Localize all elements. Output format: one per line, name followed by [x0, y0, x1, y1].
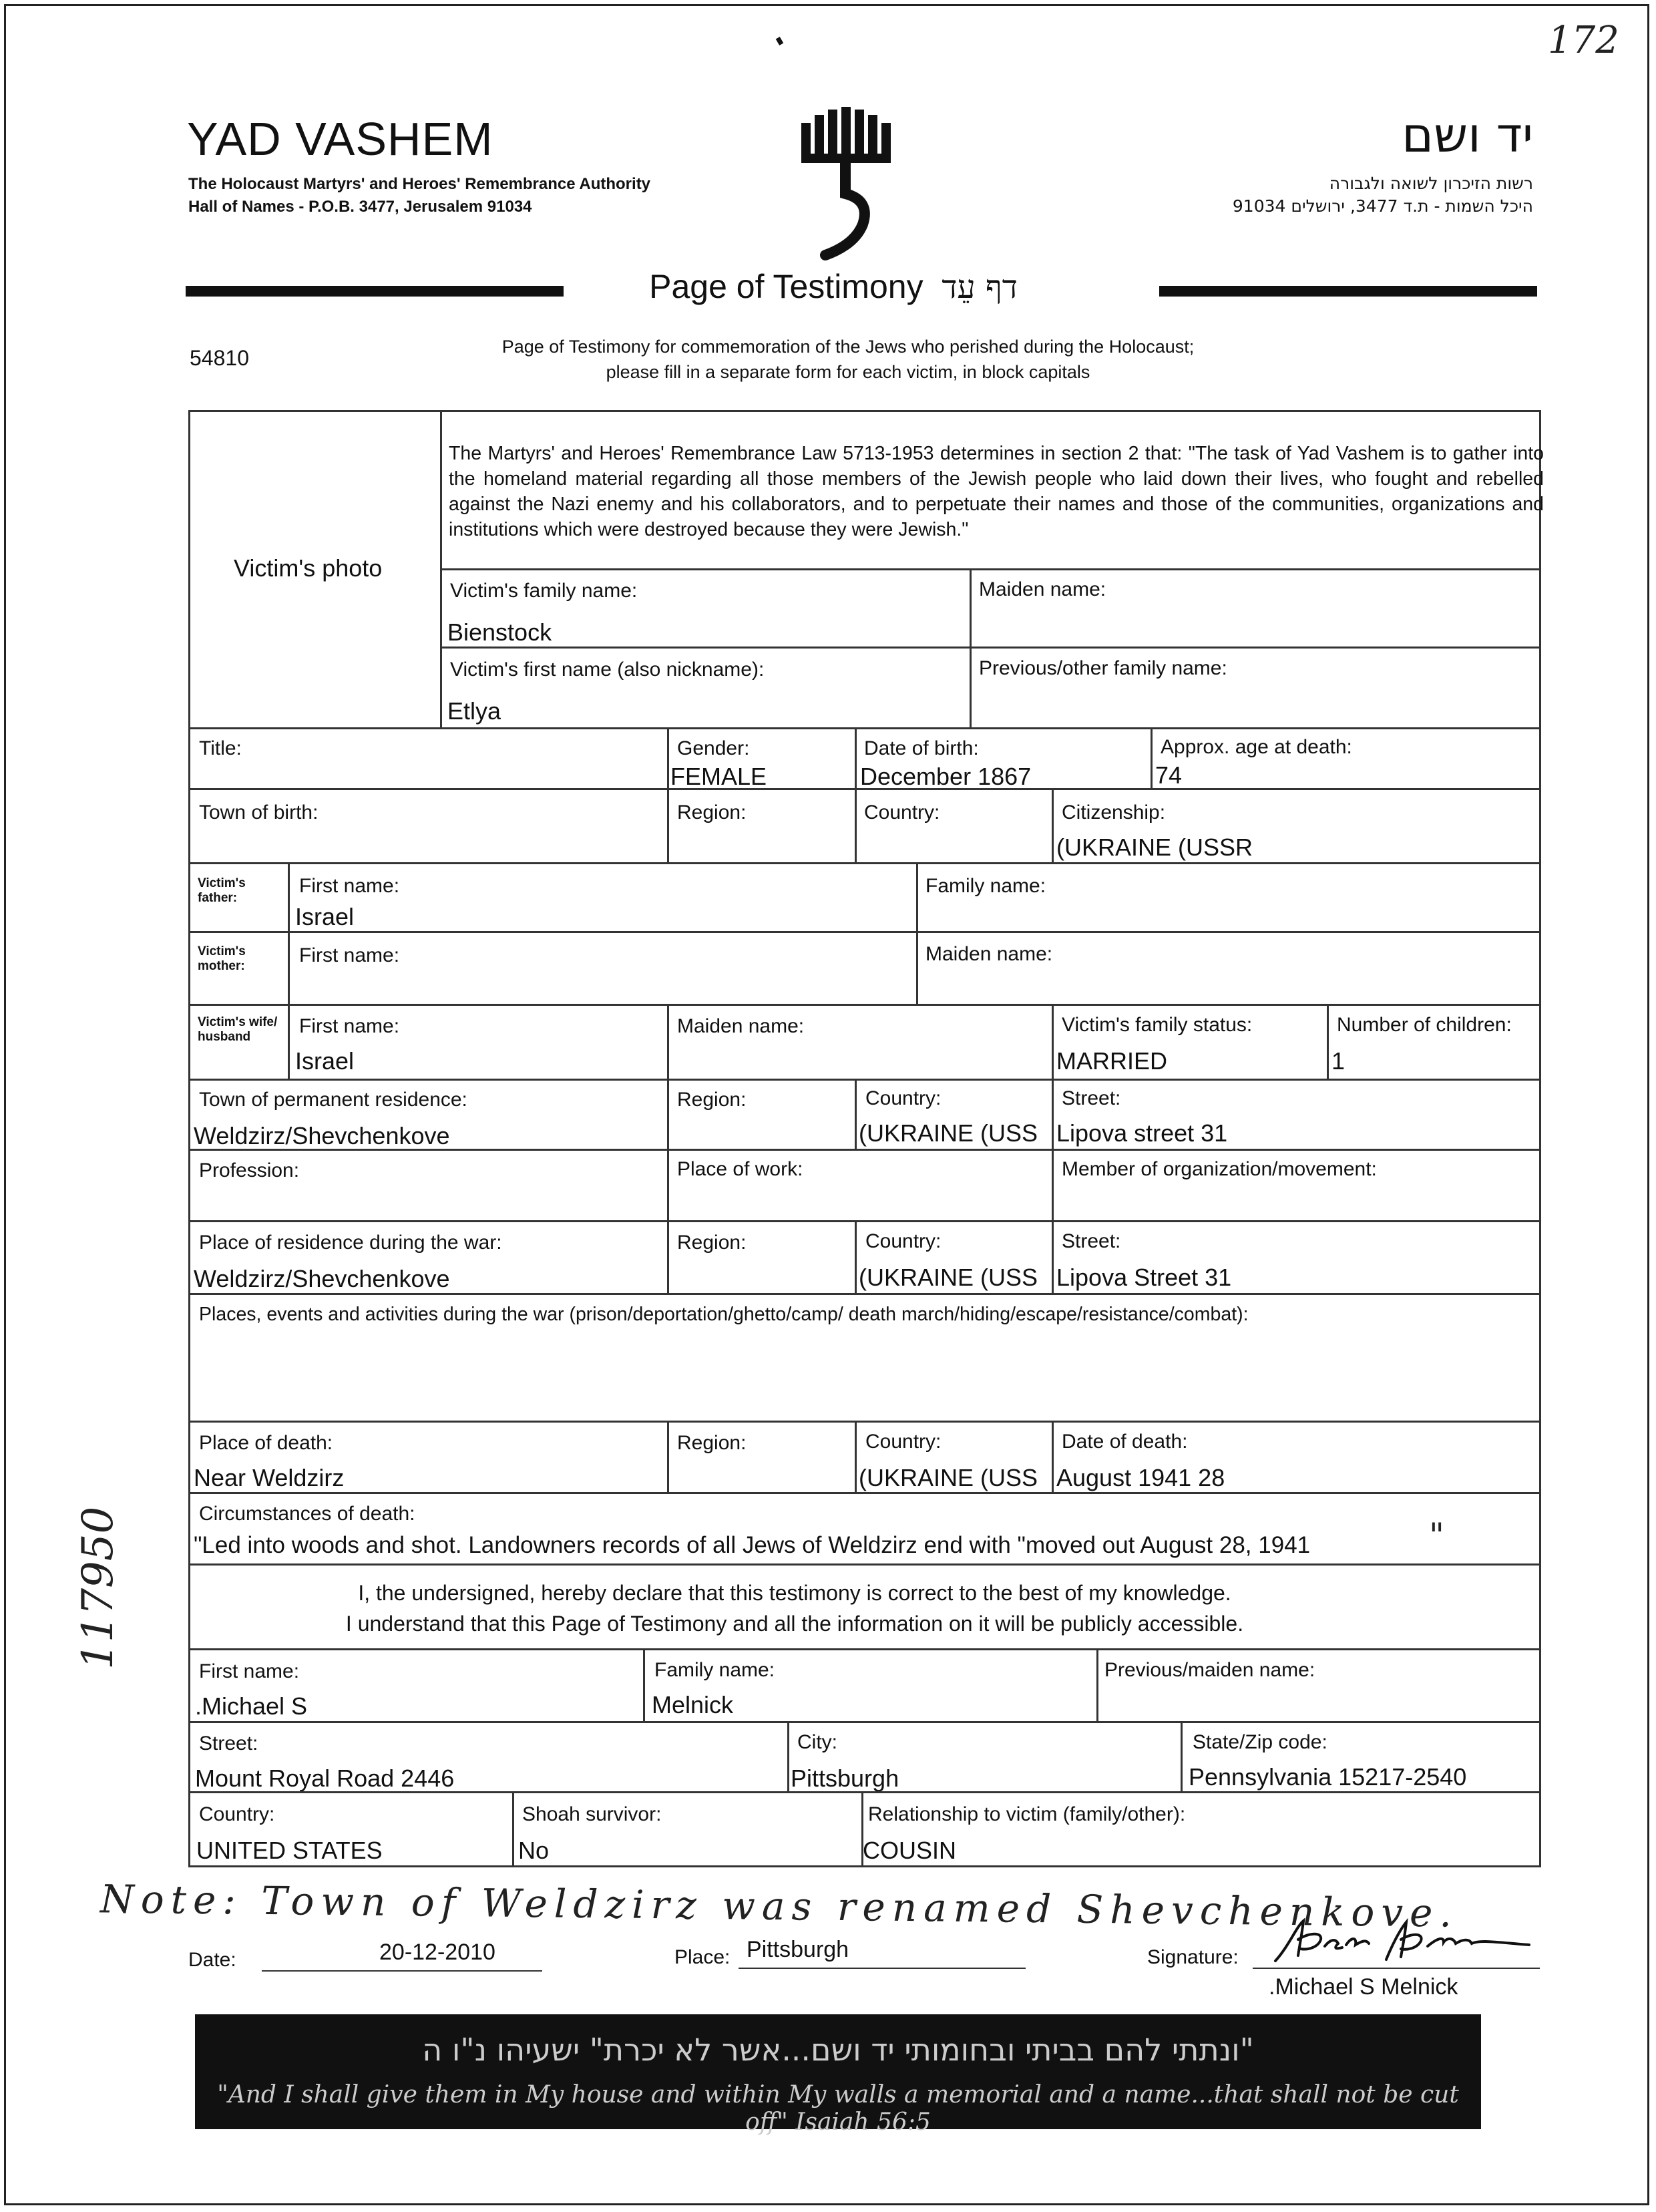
org-subtitle-hebrew: רשות הזיכרון לשואה ולגבורה — [1329, 174, 1533, 193]
residence-country-value: (UKRAINE (USS — [859, 1119, 1038, 1147]
birth-country-label: Country: — [864, 801, 940, 823]
intro-text — [387, 334, 1309, 385]
quote-english: "And I shall give them in My house and within My walls a memorial and a name...that shall not be cut off" Isaiah 56:5 — [217, 2081, 1459, 2136]
org-subtitle: The Holocaust Martyrs' and Heroes' Remembrance Authority — [188, 175, 651, 193]
header-rule-right — [1159, 286, 1537, 297]
date-label: Date: — [188, 1949, 236, 1971]
mother-maiden-label: Maiden name: — [925, 943, 1053, 965]
quote-hebrew: "ונתתי להם בביתי ובחומותי יד ושם...אשר לא יכרת" ישעיהו נ"ו ה — [422, 2032, 1254, 2068]
maiden-name-label: Maiden name: — [979, 578, 1106, 600]
title-field[interactable] — [188, 727, 669, 790]
children-value: 1 — [1331, 1047, 1346, 1075]
place-line — [739, 1968, 1026, 1969]
family-name-value: Bienstock — [447, 618, 552, 646]
survivor-label: Shoah survivor: — [522, 1803, 662, 1825]
children-label: Number of children: — [1337, 1014, 1512, 1036]
residence-street-label: Street: — [1062, 1087, 1121, 1109]
gender-value: FEMALE — [670, 763, 767, 790]
submitter-city-label: City: — [797, 1731, 837, 1753]
residence-region-label: Region: — [677, 1089, 747, 1111]
war-events-label: Places, events and activities during the war (prison/deportation/ghetto/camp/ death march/hiding/escape/resistance/combat): — [199, 1304, 1249, 1325]
place-label: Place: — [674, 1946, 731, 1968]
birth-region-field[interactable] — [667, 788, 857, 864]
page-title-en: Page of Testimony — [649, 268, 923, 305]
page-title-he: דף עֵד — [942, 268, 1018, 306]
submitter-street-label: Street: — [199, 1732, 258, 1755]
relationship-label: Relationship to victim (family/other): — [868, 1803, 1186, 1825]
place-value: Pittsburgh — [747, 1937, 849, 1962]
submitter-street-value: Mount Royal Road 2446 — [195, 1765, 455, 1792]
mother-first-label: First name: — [299, 944, 400, 966]
residence-town-value: Weldzirz/Shevchenkove — [194, 1122, 450, 1149]
father-first-value: Israel — [295, 903, 355, 930]
organization-label: Member of organization/movement: — [1062, 1158, 1377, 1180]
war-street-label: Street: — [1062, 1230, 1121, 1252]
family-status-value: MARRIED — [1056, 1047, 1168, 1075]
circumstances-close-quote: " — [1429, 1516, 1444, 1555]
death-region-label: Region: — [677, 1432, 747, 1454]
handwritten-note: Note: Town of Weldzirz was renamed Shevchenkove. — [99, 1876, 1459, 1936]
submitter-state-value: Pennsylvania 15217-2540 — [1189, 1763, 1467, 1791]
signature-label: Signature: — [1147, 1946, 1239, 1968]
first-name-label: Victim's first name (also nickname): — [450, 659, 765, 681]
citizenship-value: (UKRAINE (USSR — [1056, 834, 1253, 861]
age-label: Approx. age at death: — [1161, 736, 1352, 758]
first-name-value: Etlya — [447, 697, 501, 725]
declaration-line-2: I understand that this Page of Testimony and all the information on it will be publicly accessible. — [345, 1612, 1244, 1636]
dob-value: December 1867 — [860, 763, 1032, 790]
signer-name: .Michael S Melnick — [1269, 1974, 1458, 2000]
mother-side-label: Victim's mother: — [198, 944, 246, 973]
intro-line-2: please fill in a separate form for each victim, in block capitals — [606, 362, 1090, 382]
family-name-label: Victim's family name: — [450, 580, 638, 602]
quote-banner — [195, 2014, 1481, 2136]
submitter-city-value: Pittsburgh — [791, 1765, 899, 1792]
title-label: Title: — [199, 737, 242, 759]
father-side-label: Victim's father: — [198, 876, 246, 905]
age-value: 74 — [1155, 761, 1183, 789]
spouse-first-value: Israel — [295, 1047, 355, 1075]
spouse-first-label: First name: — [299, 1015, 400, 1037]
war-country-value: (UKRAINE (USS — [859, 1264, 1038, 1291]
survivor-value: No — [518, 1837, 550, 1864]
birth-country-field[interactable] — [855, 788, 1054, 864]
previous-name-label: Previous/other family name: — [979, 657, 1227, 679]
residence-street-value: Lipova street 31 — [1056, 1119, 1228, 1147]
date-value: 20-12-2010 — [379, 1940, 495, 1965]
father-family-field[interactable] — [916, 862, 1541, 933]
submitter-country-value: UNITED STATES — [196, 1837, 383, 1864]
father-first-label: First name: — [299, 875, 400, 897]
handwritten-signature — [1269, 1913, 1536, 1973]
family-status-label: Victim's family status: — [1062, 1014, 1253, 1036]
handwritten-side-number: 117950 — [73, 1506, 123, 1670]
declaration-text — [200, 1578, 1389, 1639]
gender-label: Gender: — [677, 737, 750, 759]
circumstances-label: Circumstances of death: — [199, 1503, 415, 1525]
corner-number: 172 — [1548, 19, 1619, 62]
residence-country-label: Country: — [865, 1087, 942, 1109]
profession-label: Profession: — [199, 1159, 300, 1181]
citizenship-label: Citizenship: — [1062, 801, 1166, 823]
residence-town-label: Town of permanent residence: — [199, 1089, 467, 1111]
submitter-family-value: Melnick — [652, 1691, 734, 1718]
law-text: The Martyrs' and Heroes' Remembrance Law 5713-1953 determines in section 2 that: "The task of Yad Vashem is to gather into the homeland material regarding all those members of the Jewish people who laid down their lives, who fought and rebelled against the Nazi enemy and his collaborators, and to perpetuate their names and those of the communities, organizations and institutions which were destroyed because they were Jewish." — [449, 443, 1544, 540]
photo-label: Victim's photo — [234, 554, 383, 582]
org-name: YAD VASHEM — [187, 113, 493, 165]
workplace-label: Place of work: — [677, 1158, 803, 1180]
mother-maiden-field[interactable] — [916, 931, 1541, 1006]
org-address-hebrew: היכל השמות - ת.ד 3477, ירושלים 91034 — [1232, 196, 1533, 216]
org-name-hebrew: יד ושם — [1402, 107, 1533, 163]
spouse-maiden-label: Maiden name: — [677, 1015, 805, 1037]
death-date-label: Date of death: — [1062, 1431, 1188, 1453]
death-country-value: (UKRAINE (USS — [859, 1464, 1038, 1491]
org-address: Hall of Names - P.O.B. 3477, Jerusalem 91034 — [188, 198, 532, 216]
date-line — [262, 1970, 542, 1972]
page-title — [646, 267, 1020, 306]
death-date-value: August 1941 28 — [1056, 1464, 1225, 1491]
submitter-country-label: Country: — [199, 1803, 275, 1825]
submitter-first-value: .Michael S — [195, 1692, 308, 1720]
submitter-first-label: First name: — [199, 1660, 300, 1682]
declaration-line-1: I, the undersigned, hereby declare that this testimony is correct to the best of my knowledge. — [358, 1581, 1231, 1605]
document-number: 54810 — [190, 346, 249, 370]
death-place-value: Near Weldzirz — [194, 1464, 345, 1491]
relationship-value: COUSIN — [863, 1837, 957, 1864]
war-region-label: Region: — [677, 1232, 747, 1254]
war-country-label: Country: — [865, 1230, 942, 1252]
intro-line-1: Page of Testimony for commemoration of the Jews who perished during the Holocaust; — [501, 337, 1195, 357]
birth-region-label: Region: — [677, 801, 747, 823]
header-rule-left — [186, 286, 564, 297]
war-residence-value: Weldzirz/Shevchenkove — [194, 1265, 450, 1292]
dob-label: Date of birth: — [864, 737, 979, 759]
submitter-prev-label: Previous/maiden name: — [1104, 1659, 1315, 1681]
death-country-label: Country: — [865, 1431, 942, 1453]
submitter-state-label: State/Zip code: — [1193, 1731, 1327, 1753]
yad-vashem-logo — [799, 107, 909, 264]
war-residence-label: Place of residence during the war: — [199, 1232, 502, 1254]
submitter-family-label: Family name: — [654, 1659, 775, 1681]
town-of-birth-field[interactable] — [188, 788, 669, 864]
death-place-label: Place of death: — [199, 1432, 333, 1454]
father-family-label: Family name: — [925, 875, 1046, 897]
spouse-side-label: Victim's wife/ husband — [198, 1015, 278, 1044]
town-of-birth-label: Town of birth: — [199, 801, 319, 823]
circumstances-value: "Led into woods and shot. Landowners records of all Jews of Weldzirz end with "moved out August 28, 1941 — [194, 1532, 1311, 1558]
war-street-value: Lipova Street 31 — [1056, 1264, 1232, 1291]
